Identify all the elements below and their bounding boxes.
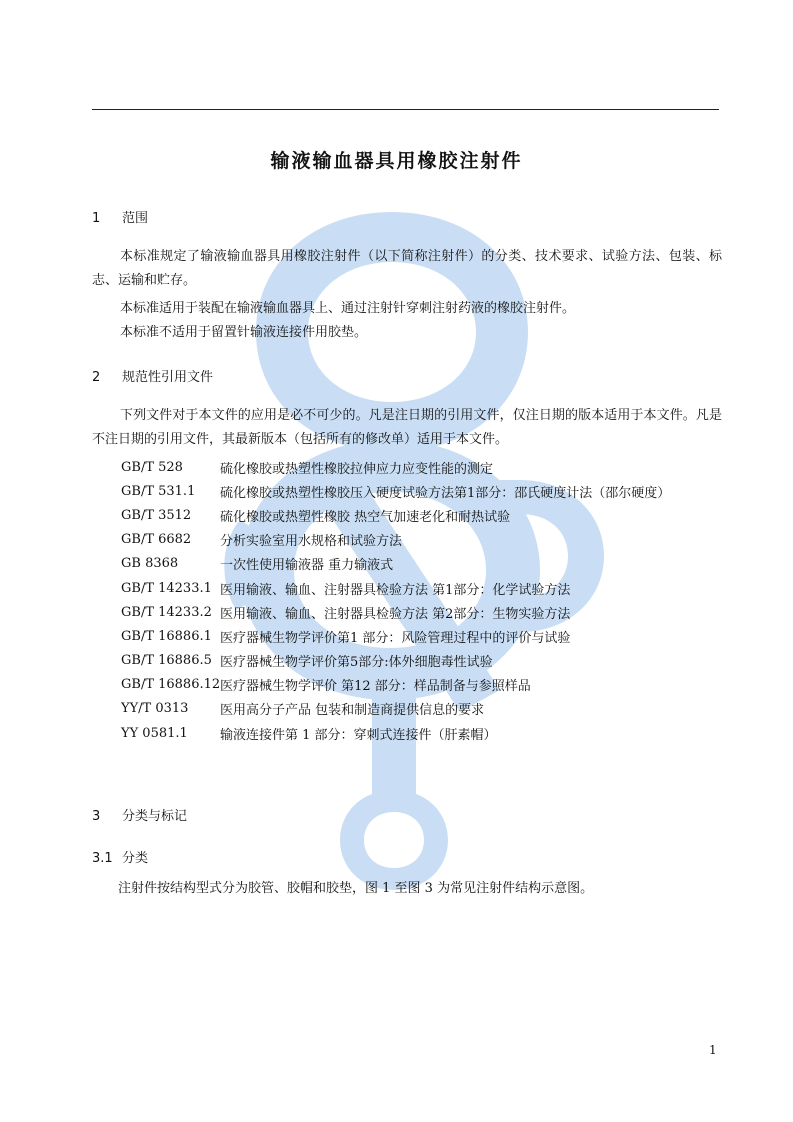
section-3-heading (92, 805, 187, 824)
section-1-paragraph-1: 本标准规定了输液输血器具用橡胶注射件（以下简称注射件）的分类、技术要求、试验方法、包装、标志、运输和贮存。 (92, 249, 722, 288)
reference-title: 医疗器械生物学评价第5部分:体外细胞毒性试验 (220, 655, 493, 671)
section-3-1-heading (92, 847, 148, 866)
section-1-paragraph-2: 本标准适用于装配在输液输血器具上、通过注射针穿刺注射药液的橡胶注射件。 (120, 301, 576, 316)
reference-item (121, 697, 670, 721)
section-3-1-title: 分类 (122, 851, 149, 866)
section-3-number: 3 (92, 809, 101, 824)
page-number: 1 (709, 1043, 717, 1057)
reference-code: GB/T 14233.2 (121, 604, 212, 620)
section-2-intro: 下列文件对于本文件的应用是必不可少的。凡是注日期的引用文件，仅注日期的版本适用于本文件。凡是不注日期的引用文件，其最新版本（包括所有的修改单）适用于本文件。 (92, 408, 722, 447)
reference-item (121, 673, 670, 697)
reference-code: GB/T 3512 (121, 507, 192, 523)
document-title: 输液输血器具用橡胶注射件 (270, 150, 523, 172)
reference-code: GB/T 16886.1 (121, 628, 212, 644)
reference-title: 硫化橡胶或热塑性橡胶 热空气加速老化和耐热试验 (220, 509, 511, 525)
section-3-1-number: 3.1 (92, 851, 113, 866)
reference-title: 医用输液、输血、注射器具检验方法 第1部分：化学试验方法 (220, 582, 571, 598)
section-1-heading (92, 207, 148, 226)
section-2-number: 2 (92, 370, 101, 385)
reference-item (121, 624, 670, 648)
reference-code: GB/T 531.1 (121, 483, 196, 499)
reference-title: 医疗器械生物学评价第1 部分：风险管理过程中的评价与试验 (220, 630, 571, 646)
reference-item (121, 503, 670, 527)
section-3-title: 分类与标记 (122, 809, 188, 824)
reference-item (121, 600, 670, 624)
section-1-number: 1 (92, 211, 101, 226)
reference-code: YY 0581.1 (121, 725, 188, 741)
section-1-title: 范围 (122, 211, 149, 226)
reference-title: 硫化橡胶或热塑性橡胶压入硬度试验方法第1部分：邵氏硬度计法（邵尔硬度） (220, 485, 671, 501)
reference-title: 分析实验室用水规格和试验方法 (220, 534, 403, 550)
reference-item (121, 649, 670, 673)
reference-title: 硫化橡胶或热塑性橡胶拉伸应力应变性能的测定 (220, 461, 494, 477)
reference-code: GB/T 528 (121, 459, 183, 475)
section-1-paragraph-3: 本标准不适用于留置针输液连接件用胶垫。 (120, 325, 368, 340)
reference-item (121, 721, 670, 745)
reference-code: GB/T 6682 (121, 532, 192, 548)
section-3-1-text: 注射件按结构型式分为胶管、胶帽和胶垫，图 1 至图 3 为常见注射件结构示意图。 (118, 881, 594, 896)
reference-title: 输液连接件第 1 部分：穿刺式连接件（肝素帽） (220, 727, 497, 743)
reference-item (121, 576, 670, 600)
reference-item (121, 528, 670, 552)
reference-item (121, 455, 670, 479)
section-2-title: 规范性引用文件 (122, 370, 214, 385)
reference-code: GB 8368 (121, 556, 179, 572)
reference-item (121, 479, 670, 503)
header-rule (92, 109, 719, 110)
reference-code: GB/T 16886.5 (121, 653, 212, 669)
reference-title: 医疗器械生物学评价 第12 部分：样品制备与参照样品 (220, 679, 531, 695)
reference-code: GB/T 14233.1 (121, 580, 212, 596)
section-2-heading (92, 366, 213, 385)
reference-item (121, 552, 670, 576)
reference-code: YY/T 0313 (121, 701, 189, 717)
reference-code: GB/T 16886.12 (121, 677, 221, 693)
reference-title: 一次性使用输液器 重力输液式 (220, 558, 394, 574)
reference-list (121, 455, 670, 745)
reference-title: 医用输液、输血、注射器具检验方法 第2部分：生物实验方法 (220, 606, 571, 622)
reference-title: 医用高分子产品 包装和制造商提供信息的要求 (220, 703, 485, 719)
